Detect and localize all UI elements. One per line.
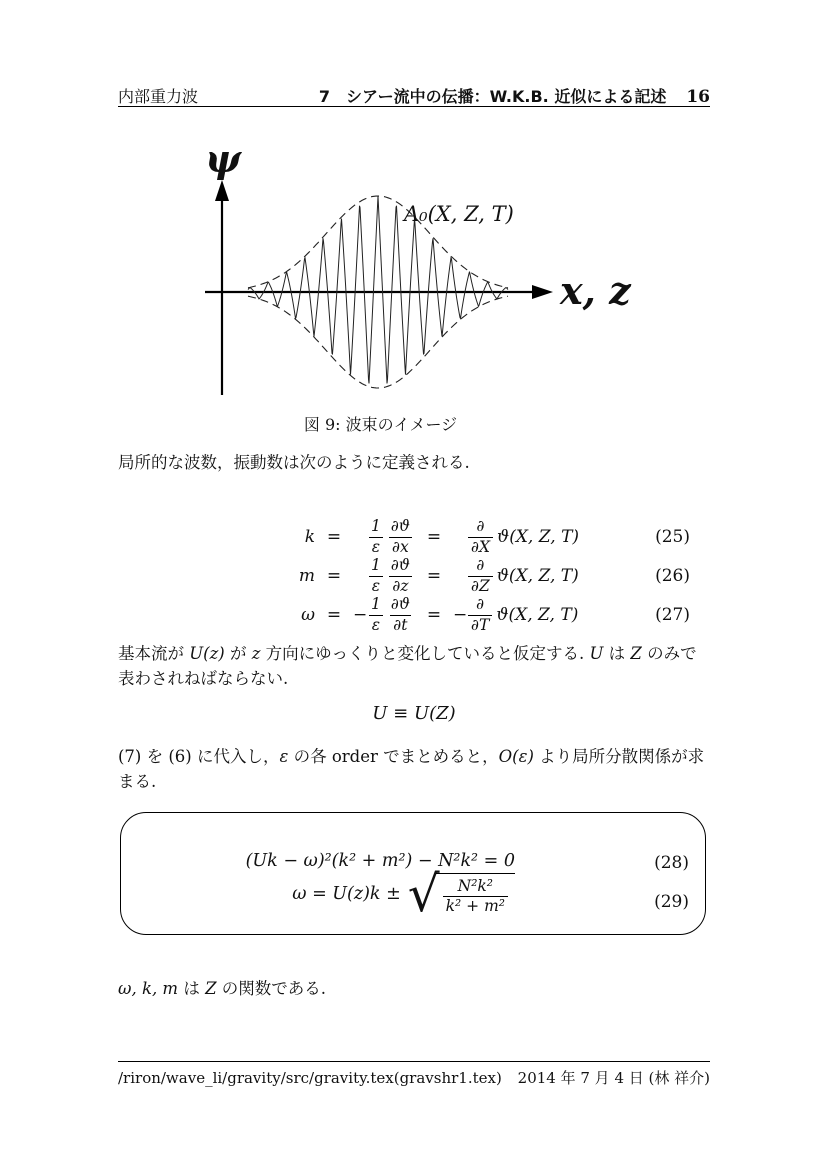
paragraph-functions-of-Z: ω, k, m は Z の関数である.	[118, 979, 327, 998]
eq29-number: (29)	[654, 892, 689, 912]
date-author: 2014 年 7 月 4 日 (林 祥介)	[517, 1069, 710, 1087]
psi-axis-label: ψ	[205, 136, 241, 181]
envelope-amplitude-label: A₀(X, Z, T)	[404, 202, 514, 226]
eq29-lhs: ω = U(z)k ±	[292, 884, 401, 904]
equation-29	[292, 865, 515, 923]
eq27-theta-term: ϑ(X, Z, T)	[496, 604, 579, 625]
equation-25	[118, 517, 710, 556]
page-number: 16	[686, 87, 710, 107]
equation-group-25-27	[118, 517, 710, 634]
equation-26	[118, 556, 710, 595]
eq26-frac-dtheta-dz: $\frac{\partial ϑ}{\partial z}$	[390, 556, 410, 595]
eq25-theta-term: ϑ(X, Z, T)	[497, 526, 580, 547]
eq25-number: (25)	[655, 526, 690, 547]
eq26-theta-term: ϑ(X, Z, T)	[496, 565, 579, 586]
eq26-equals2: =	[426, 565, 442, 586]
xz-axis-label: x, z	[560, 268, 631, 313]
equation-U-identity: U ≡ U(Z)	[372, 703, 456, 724]
eq29-radicand	[436, 873, 515, 916]
radical-sign: √	[407, 865, 440, 923]
wave-packet-figure	[160, 135, 640, 407]
eq27-number: (27)	[655, 604, 690, 625]
eq27-minus: −	[353, 604, 368, 625]
eq27-equals2: =	[426, 604, 442, 625]
eq29-square-root	[407, 865, 515, 923]
paragraph-definition-intro: 局所的な波数，振動数は次のように定義される.	[118, 453, 470, 472]
eq27-frac-1-eps: $\frac{1}{\varepsilon}$	[368, 595, 384, 634]
eq25-frac-dtheta-dx: $\frac{\partial ϑ}{\partial x}$	[390, 517, 410, 556]
page-footer	[118, 1067, 710, 1088]
eq26-equals: =	[326, 565, 342, 586]
eq26-frac-1-eps: $\frac{1}{\varepsilon}$	[368, 556, 384, 595]
eq25-lhs: k	[304, 526, 315, 547]
eq26-number: (26)	[655, 565, 690, 586]
eq27-lhs: ω	[301, 604, 315, 625]
eq26-frac-d-dZ: $\frac{\partial}{\partial Z}$	[468, 556, 493, 595]
eq25-equals: =	[326, 526, 342, 547]
eq26-lhs: m	[298, 565, 315, 586]
equation-27	[118, 595, 710, 634]
envelope-bottom	[248, 296, 508, 388]
document-title: 内部重力波	[118, 87, 199, 106]
header-rule	[118, 106, 710, 107]
eq25-frac-1-eps: $\frac{1}{\varepsilon}$	[368, 517, 384, 556]
paragraph-basic-flow: 基本流が U(z) が z 方向にゆっくりと変化していると仮定する. U は Z のみで表わされねばならない.	[118, 644, 697, 688]
footer-rule	[118, 1061, 710, 1062]
eq25-equals2: =	[426, 526, 442, 547]
source-file-path: /riron/wave_li/gravity/src/gravity.tex(gravshr1.tex)	[118, 1069, 502, 1087]
figure-caption: 図 9: 波束のイメージ	[303, 415, 458, 434]
page-header	[118, 84, 710, 107]
equation-28: (Uk − ω)²(k² + m²) − N²k² = 0	[245, 851, 515, 871]
eq27-minus2: −	[452, 604, 468, 625]
eq25-frac-d-dX: $\frac{\partial}{\partial X}$	[468, 517, 493, 556]
section-title: 7 シアー流中の伝播：W.K.B. 近似による記述	[318, 87, 667, 106]
eq27-equals: =	[326, 604, 342, 625]
dispersion-relation-box	[120, 812, 706, 935]
eq29-fraction: $\frac{\text{N²k²}}{\text{k² + m²}}$	[443, 877, 508, 916]
header-right-group	[319, 84, 710, 107]
eq27-frac-d-dT: $\frac{\partial}{\partial T}$	[468, 595, 492, 634]
eq28-number: (28)	[654, 853, 689, 873]
paragraph-order-expansion: (7) を (6) に代入し，ε の各 order でまとめると，O(ε) より局所分散関係が求まる.	[118, 747, 705, 791]
eq27-frac-dtheta-dt: $\frac{\partial ϑ}{\partial t}$	[390, 595, 410, 634]
